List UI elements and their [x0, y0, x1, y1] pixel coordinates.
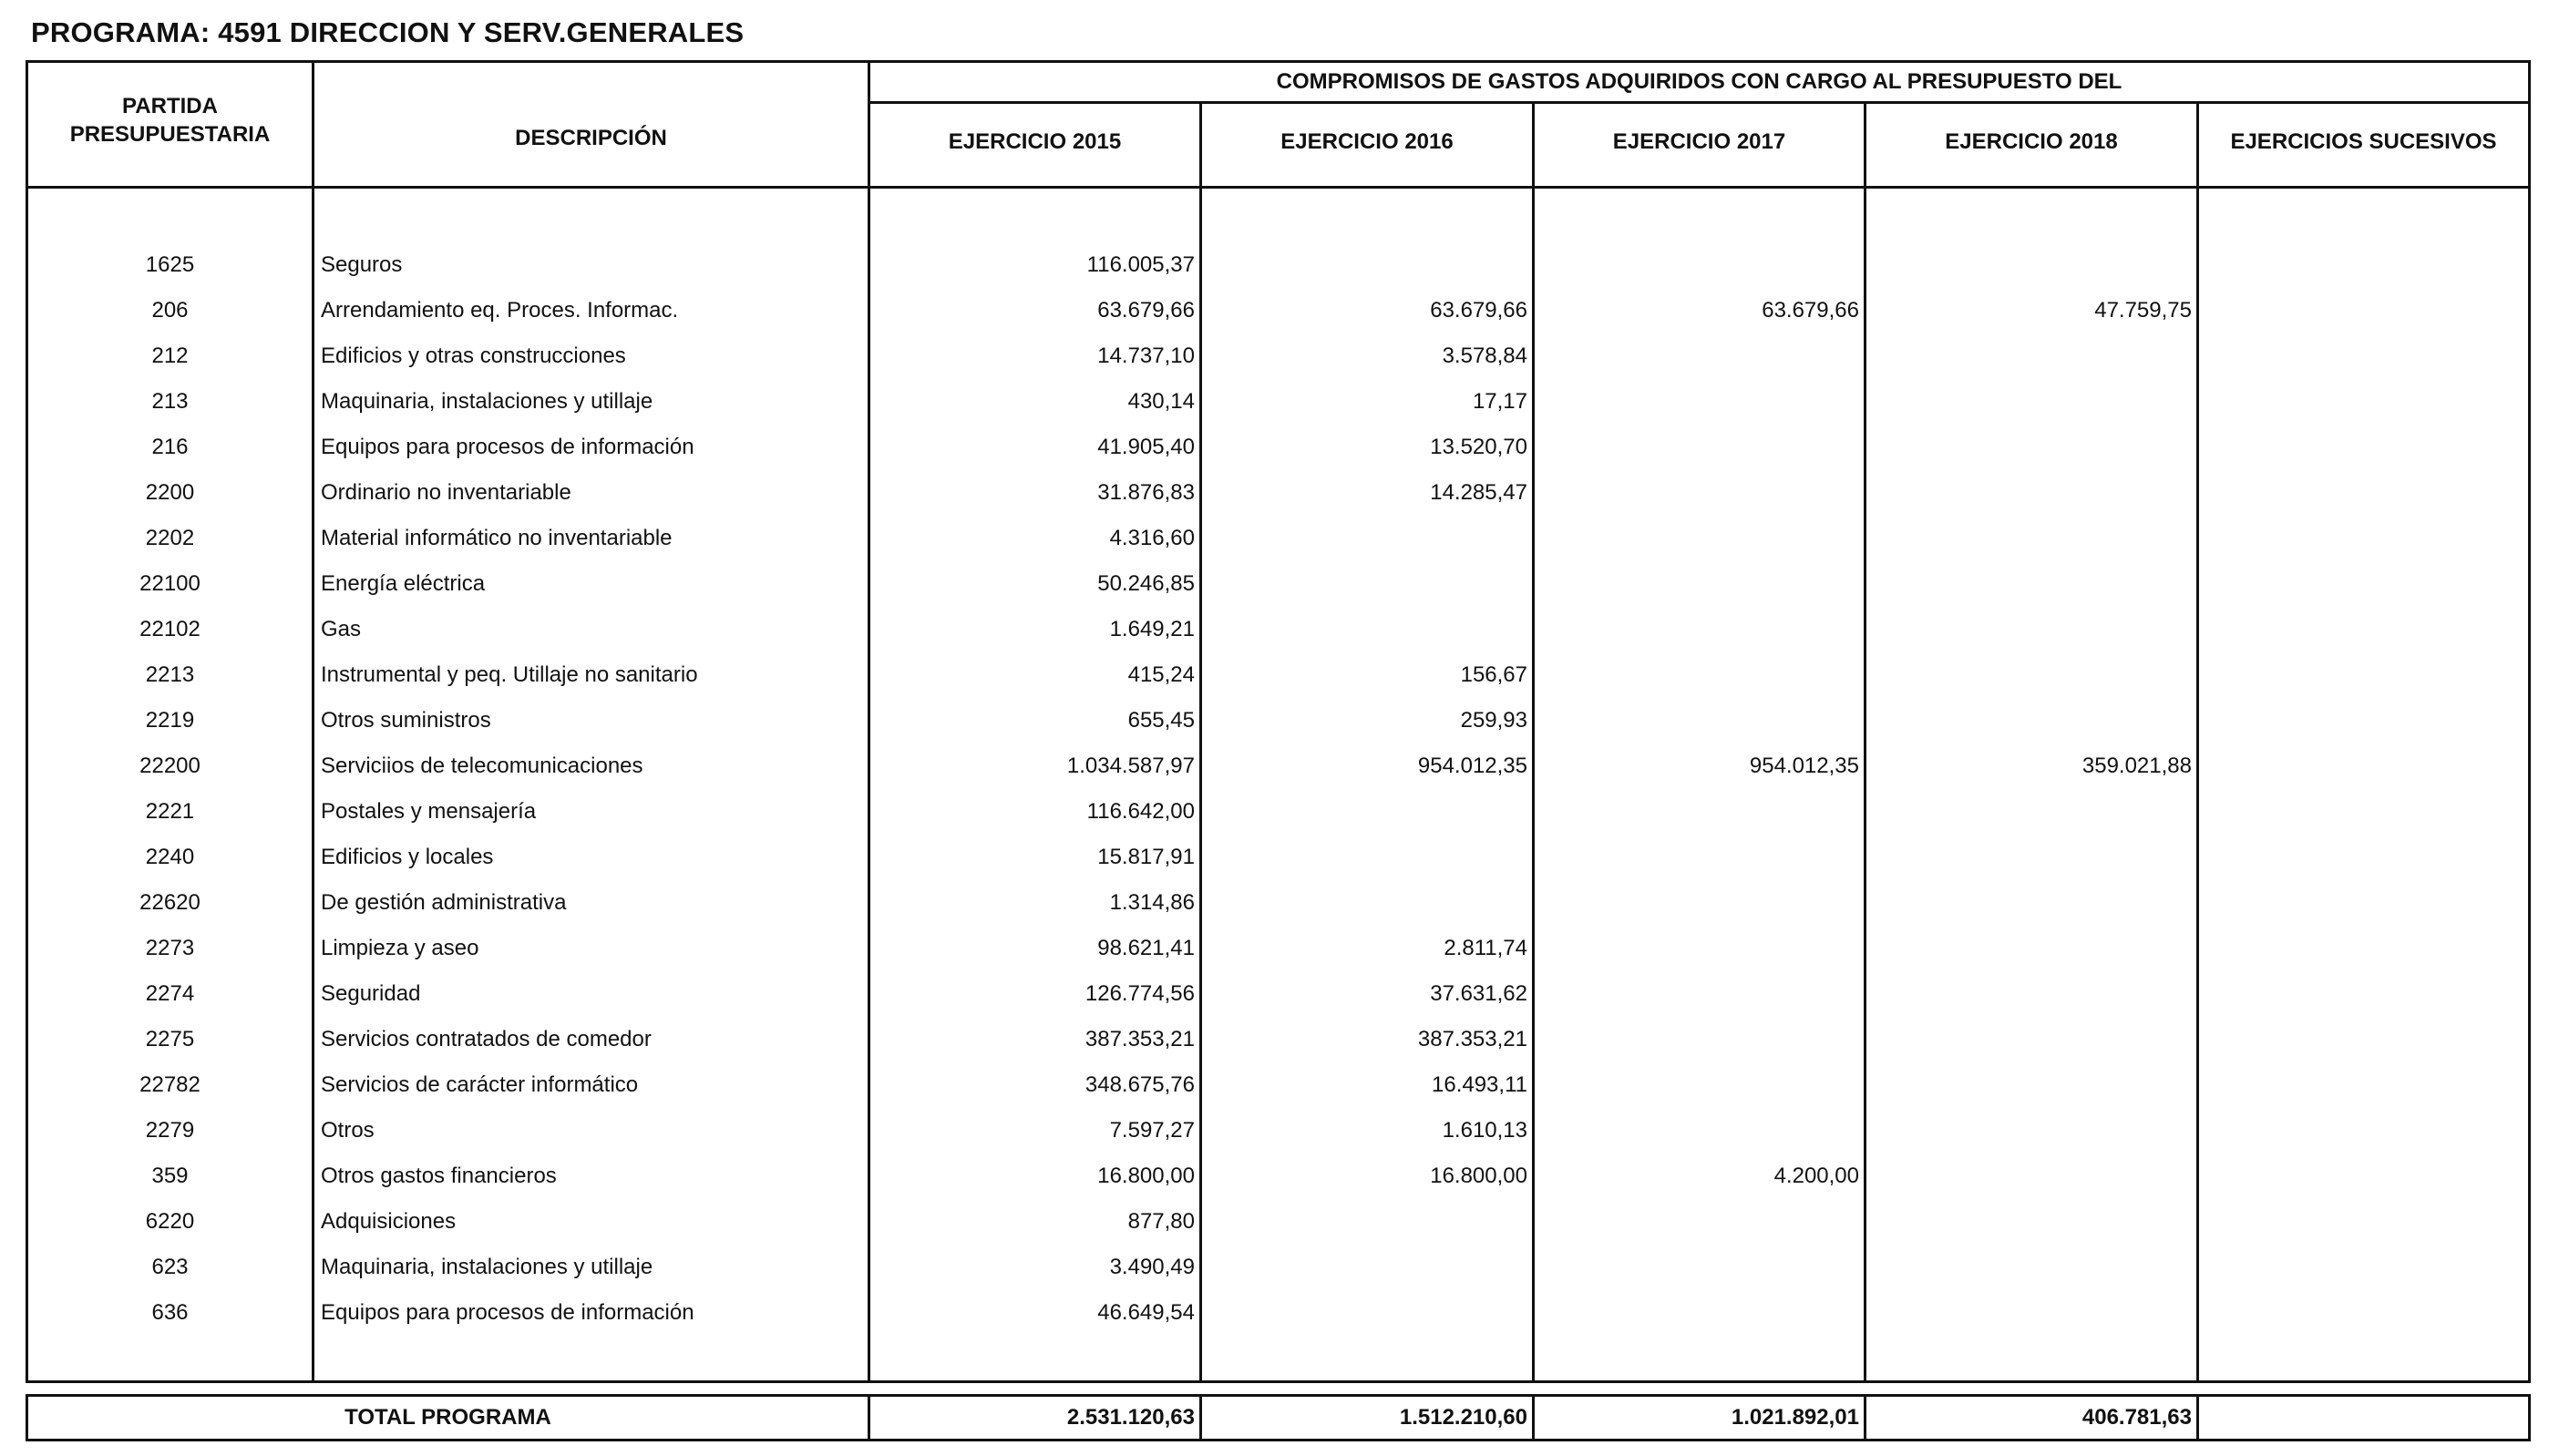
cell-ejercicio-2017: 4.200,00 — [1773, 1164, 1859, 1188]
cell-ejercicio-2015: 50.246,85 — [1097, 571, 1195, 596]
cell-ejercicio-2016: 16.800,00 — [1430, 1164, 1527, 1188]
cell-partida: 2213 — [145, 662, 195, 687]
cell-ejercicio-2016: 954.012,35 — [1417, 754, 1527, 778]
col-sep-2018 — [2196, 101, 2199, 1383]
cell-descripcion: Maquinaria, instalaciones y utillaje — [321, 1255, 653, 1279]
cell-descripcion: Maquinaria, instalaciones y utillaje — [321, 389, 653, 414]
cell-ejercicio-2016: 156,67 — [1460, 662, 1527, 687]
total-ejercicio-2018: 406.781,63 — [2081, 1405, 2192, 1430]
cell-ejercicio-2015: 31.876,83 — [1097, 480, 1195, 505]
cell-ejercicio-2016: 17,17 — [1472, 389, 1527, 414]
cell-ejercicio-2016: 1.610,13 — [1442, 1118, 1527, 1143]
cell-partida: 359 — [151, 1164, 189, 1188]
cell-partida: 2240 — [145, 845, 195, 869]
cell-ejercicio-2015: 126.774,56 — [1084, 981, 1195, 1006]
header-bottom-rule — [26, 186, 2531, 189]
cell-ejercicio-2015: 430,14 — [1127, 389, 1195, 414]
header-partida-line2: PRESUPUESTARIA — [69, 122, 271, 147]
cell-partida: 22620 — [139, 890, 200, 915]
cell-descripcion: De gestión administrativa — [321, 890, 567, 915]
cell-descripcion: Edificios y otras construcciones — [321, 343, 626, 368]
cell-ejercicio-2015: 116.642,00 — [1086, 799, 1195, 824]
cell-ejercicio-2016: 387.353,21 — [1417, 1027, 1527, 1051]
cell-partida: 22100 — [139, 571, 200, 596]
cell-ejercicio-2015: 116.005,37 — [1086, 252, 1195, 277]
cell-descripcion: Equipos para procesos de información — [321, 1300, 694, 1325]
cell-ejercicio-2015: 387.353,21 — [1084, 1027, 1195, 1051]
cell-descripcion: Servicios contratados de comedor — [321, 1027, 652, 1051]
header-descripcion: DESCRIPCIÓN — [515, 126, 667, 150]
header-compromisos: COMPROMISOS DE GASTOS ADQUIRIDOS CON CARGO AL PRESUPUESTO DEL — [1276, 69, 2122, 94]
cell-partida: 636 — [151, 1300, 189, 1325]
cell-ejercicio-2015: 1.314,86 — [1109, 890, 1195, 915]
cell-ejercicio-2016: 37.631,62 — [1430, 981, 1527, 1006]
cell-ejercicio-2018: 47.759,75 — [2094, 298, 2192, 323]
cell-partida: 2202 — [145, 526, 195, 550]
total-label: TOTAL PROGRAMA — [344, 1405, 551, 1430]
cell-ejercicio-2016: 63.679,66 — [1430, 298, 1527, 323]
header-ejercicio-2017: EJERCICIO 2017 — [1612, 129, 1786, 154]
cell-descripcion: Arrendamiento eq. Proces. Informac. — [321, 298, 679, 323]
cell-ejercicio-2015: 98.621,41 — [1097, 936, 1195, 960]
cell-partida: 212 — [151, 343, 189, 368]
cell-ejercicio-2015: 46.649,54 — [1097, 1300, 1195, 1325]
cell-descripcion: Otros gastos financieros — [321, 1164, 557, 1188]
cell-descripcion: Limpieza y aseo — [321, 936, 479, 960]
cell-ejercicio-2015: 15.817,91 — [1097, 845, 1195, 869]
header-ejercicio-2015: EJERCICIO 2015 — [948, 129, 1122, 154]
cell-ejercicio-2016: 2.811,74 — [1444, 936, 1527, 960]
col-sep-2016 — [1532, 101, 1535, 1383]
col-sep-2017 — [1864, 101, 1866, 1383]
cell-descripcion: Otros — [321, 1118, 375, 1143]
cell-partida: 2219 — [145, 708, 195, 733]
total-ejercicio-2017: 1.021.892,01 — [1731, 1405, 1859, 1430]
cell-ejercicio-2016: 259,93 — [1460, 708, 1527, 733]
cell-partida: 2279 — [145, 1118, 195, 1143]
cell-ejercicio-2015: 7.597,27 — [1109, 1118, 1195, 1143]
cell-descripcion: Ordinario no inventariable — [321, 480, 571, 505]
cell-ejercicio-2015: 348.675,76 — [1084, 1072, 1195, 1097]
cell-ejercicio-2015: 16.800,00 — [1097, 1164, 1195, 1188]
cell-descripcion: Servicios de carácter informático — [321, 1072, 639, 1097]
col-sep-2015 — [1199, 101, 1202, 1383]
page-title: PROGRAMA: 4591 DIRECCION Y SERV.GENERALES — [31, 16, 745, 48]
cell-descripcion: Postales y mensajería — [321, 799, 537, 824]
cell-ejercicio-2015: 1.034.587,97 — [1066, 754, 1195, 778]
cell-descripcion: Seguros — [321, 252, 403, 277]
cell-ejercicio-2015: 4.316,60 — [1109, 526, 1195, 550]
cell-partida: 2274 — [145, 981, 195, 1006]
cell-partida: 216 — [151, 435, 189, 459]
cell-descripcion: Gas — [321, 617, 362, 641]
cell-ejercicio-2017: 954.012,35 — [1749, 754, 1859, 778]
header-partida-line1: PARTIDA — [122, 94, 218, 118]
cell-ejercicio-2016: 14.285,47 — [1430, 480, 1527, 505]
cell-ejercicio-2015: 655,45 — [1127, 708, 1195, 733]
cell-ejercicio-2016: 16.493,11 — [1432, 1072, 1527, 1097]
cell-descripcion: Instrumental y peq. Utillaje no sanitario — [321, 662, 698, 687]
cell-partida: 2273 — [145, 936, 195, 960]
cell-partida: 1625 — [145, 252, 195, 277]
cell-descripcion: Seguridad — [321, 981, 421, 1006]
cell-partida: 206 — [151, 298, 189, 323]
cell-descripcion: Adquisiciones — [321, 1209, 457, 1234]
cell-ejercicio-2015: 415,24 — [1127, 662, 1195, 687]
header-subrule — [868, 101, 2531, 104]
cell-ejercicio-2015: 1.649,21 — [1109, 617, 1195, 641]
total-ejercicio-2016: 1.512.210,60 — [1399, 1405, 1527, 1430]
header-ejercicio-2018: EJERCICIO 2018 — [1945, 129, 2118, 154]
cell-partida: 22102 — [139, 617, 200, 641]
header-partida — [28, 92, 312, 149]
cell-partida: 22782 — [139, 1072, 200, 1097]
cell-partida: 22200 — [139, 754, 200, 778]
cell-ejercicio-2016: 3.578,84 — [1442, 343, 1527, 368]
cell-descripcion: Energía eléctrica — [321, 571, 486, 596]
cell-ejercicio-2017: 63.679,66 — [1762, 298, 1859, 323]
cell-ejercicio-2015: 41.905,40 — [1097, 435, 1195, 459]
cell-descripcion: Equipos para procesos de información — [321, 435, 694, 459]
cell-ejercicio-2018: 359.021,88 — [2081, 754, 2192, 778]
cell-descripcion: Serviciios de telecomunicaciones — [321, 754, 643, 778]
col-sep-partida — [312, 60, 314, 1383]
cell-ejercicio-2015: 3.490,49 — [1109, 1255, 1195, 1279]
cell-descripcion: Edificios y locales — [321, 845, 494, 869]
cell-partida: 623 — [151, 1255, 189, 1279]
cell-descripcion: Otros suministros — [321, 708, 491, 733]
cell-ejercicio-2015: 877,80 — [1127, 1209, 1195, 1234]
cell-partida: 2275 — [145, 1027, 195, 1051]
cell-partida: 2221 — [145, 799, 195, 824]
cell-partida: 6220 — [145, 1209, 195, 1234]
cell-partida: 213 — [151, 389, 189, 414]
total-sep-2018 — [2196, 1394, 2199, 1441]
cell-ejercicio-2015: 63.679,66 — [1097, 298, 1195, 323]
cell-ejercicio-2015: 14.737,10 — [1097, 343, 1195, 368]
cell-ejercicio-2016: 13.520,70 — [1430, 435, 1527, 459]
total-ejercicio-2015: 2.531.120,63 — [1066, 1405, 1195, 1430]
header-ejercicios-sucesivos: EJERCICIOS SUCESIVOS — [2230, 129, 2497, 154]
header-ejercicio-2016: EJERCICIO 2016 — [1280, 129, 1454, 154]
cell-descripcion: Material informático no inventariable — [321, 526, 673, 550]
cell-partida: 2200 — [145, 480, 195, 505]
